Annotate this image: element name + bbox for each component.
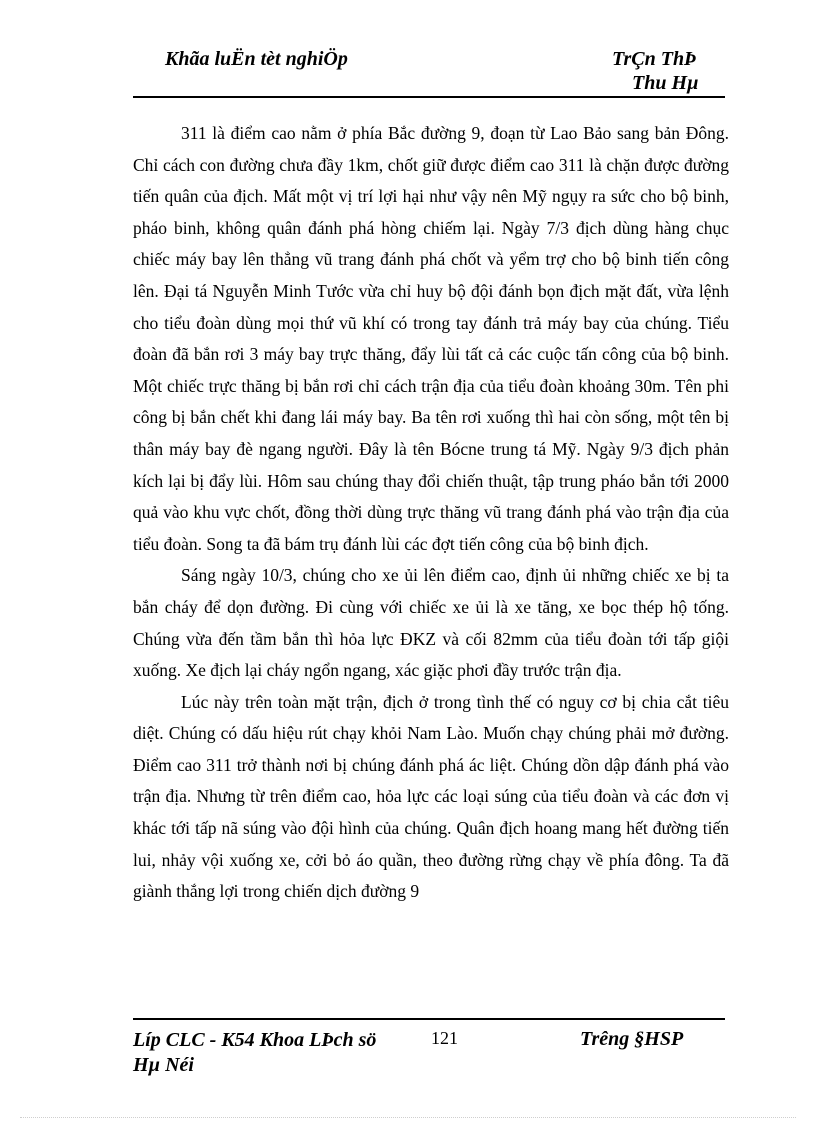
- footer-class-line-1: Líp CLC - K54 Khoa LÞch sö: [133, 1029, 377, 1051]
- body-paragraph-1: 311 là điểm cao nằm ở phía Bắc đường 9, đoạn từ Lao Bảo sang bản Đông. Chỉ cách con đường chưa đầy 1km, chốt giữ được điểm cao 311 là chặn được đường tiến quân của địch. Mất một vị trí lợi hại như vậy nên Mỹ ngụy ra sức cho bộ binh, pháo binh, không quân đánh phá hòng chiếm lại. Ngày 7/3 địch dùng hàng chục chiếc máy bay lên thẳng vũ trang đánh phá chốt và yểm trợ cho bộ binh tiến công lên. Đại tá Nguyễn Minh Tước vừa chỉ huy bộ đội đánh bọn địch mặt đất, vừa lệnh cho tiểu đoàn dùng mọi thứ vũ khí có trong tay đánh trả máy bay của chúng. Tiểu đoàn đã bắn rơi 3 máy bay trực thăng, đẩy lùi tất cả các cuộc tấn công của bộ binh. Một chiếc trực thăng bị bắn rơi chỉ cách trận địa của tiểu đoàn khoảng 30m. Tên phi công bị bắn chết khi đang lái máy bay. Ba tên rơi xuống thì hai còn sống, một tên bị thân máy bay đè ngang người. Đây là tên Bócne trung tá Mỹ. Ngày 9/3 địch phản kích lại bị đẩy lùi. Hôm sau chúng thay đổi chiến thuật, tập trung pháo bắn tới 2000 quả vào khu vực chốt, đồng thời dùng trực thăng vũ trang đánh phá vào trận địa của tiểu đoàn. Song ta đã bám trụ đánh lùi các đợt tiến công của bộ binh địch.: [133, 123, 729, 554]
- body-paragraph-3: Lúc này trên toàn mặt trận, địch ở trong tình thế có nguy cơ bị chia cắt tiêu diệt. Chúng có dấu hiệu rút chạy khỏi Nam Lào. Muốn chạy chúng phải mở đường. Điểm cao 311 trở thành nơi bị chúng đánh phá ác liệt. Chúng dồn dập đánh phá vào trận địa. Nhưng từ trên điểm cao, hỏa lực các loại súng của tiểu đoàn và các đơn vị khác tới tấp nã súng vào đội hình của chúng. Quân địch hoang mang hết đường tiến lui, nhảy vội xuống xe, cởi bỏ áo quần, theo đường rừng chạy về phía đông. Ta đã giành thắng lợi trong chiến dịch đường 9: [133, 691, 729, 902]
- footer-class-info: [133, 1028, 376, 1078]
- page-bottom-dotted-line: [20, 1117, 796, 1118]
- footer-divider: [133, 1018, 725, 1020]
- body-text: [133, 118, 729, 908]
- header-author-line-2: Thu Hµ: [632, 72, 699, 94]
- header-divider: [133, 96, 725, 98]
- header-author-line-1: TrÇn ThÞ: [612, 48, 697, 70]
- footer-school: Trêng §HSP: [580, 1028, 684, 1050]
- page-number: 121: [431, 1028, 458, 1048]
- footer-class-line-2: Hµ Néi: [133, 1054, 194, 1076]
- body-paragraph-2: Sáng ngày 10/3, chúng cho xe ủi lên điểm cao, định ủi những chiếc xe bị ta bắn cháy để dọn đường. Đi cùng với chiếc xe ủi là xe tăng, xe bọc thép hộ tống. Chúng vừa đến tầm bắn thì hỏa lực ĐKZ và cối 82mm của tiểu đoàn tới tấp giội xuống. Xe địch lại cháy ngổn ngang, xác giặc phơi đầy trước trận địa.: [133, 565, 729, 681]
- header-document-title: Khãa luËn tèt nghiÖp: [165, 48, 348, 70]
